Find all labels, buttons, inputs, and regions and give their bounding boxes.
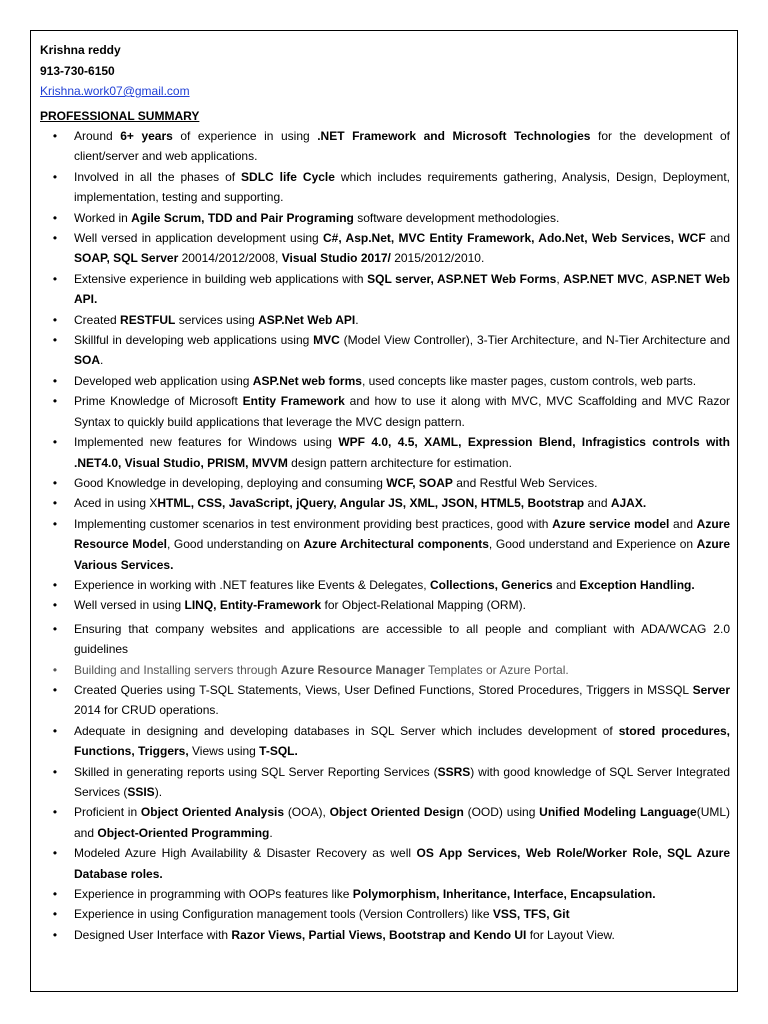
bold-text: Exception Handling. <box>579 577 695 592</box>
bold-text: Agile Scrum, TDD and Pair Programing <box>131 210 354 225</box>
list-item <box>40 843 730 884</box>
text: , <box>643 271 651 286</box>
text: Created Queries using T-SQL Statements, Views, User Defined Functions, Stored Procedures, Triggers in MSSQL <box>74 682 693 697</box>
list-item <box>40 473 730 493</box>
contact-header <box>40 40 190 102</box>
text: Adequate in designing and developing databases in SQL Server which includes development of <box>74 723 619 738</box>
bold-text: SOA <box>74 353 101 368</box>
list-item <box>40 228 730 269</box>
bold-text: Collections, Generics <box>429 577 553 592</box>
bold-text: Azure Various Services. <box>74 537 730 572</box>
list-item <box>40 884 730 904</box>
bold-text: C#, Asp.Net, MVC Entity Framework, Ado.Net, Web Services, WCF <box>323 231 706 246</box>
text: Experience in programming with OOPs features like <box>74 887 353 902</box>
bullet-icon: • <box>52 271 58 286</box>
text: Well versed in using <box>74 598 185 613</box>
text: Well versed in application development using <box>74 231 324 246</box>
bold-text: .NET Framework and Microsoft Technologies <box>317 129 591 143</box>
list-item <box>40 167 730 208</box>
list-item <box>40 391 730 432</box>
text: services using <box>175 312 259 327</box>
list-item <box>40 371 730 391</box>
text: (OOA), <box>284 805 330 820</box>
list-item <box>40 330 730 371</box>
text: and <box>584 496 611 511</box>
list-item <box>40 208 730 228</box>
text: for Object-Relational Mapping (ORM). <box>321 598 526 613</box>
text: for Layout View. <box>526 927 615 942</box>
text: and <box>705 231 730 246</box>
bold-text: Azure Architectural components <box>303 537 489 552</box>
list-item <box>40 904 730 924</box>
list-item <box>40 595 730 615</box>
bullet-icon: • <box>52 475 58 490</box>
text: Designed User Interface with <box>74 927 232 942</box>
bullet-icon: • <box>52 662 58 677</box>
bold-text: ASP.Net web forms <box>252 373 362 388</box>
text: software development methodologies. <box>353 210 560 225</box>
text: Created <box>74 312 121 327</box>
bullet-icon: • <box>52 927 58 942</box>
bold-text: T-SQL. <box>259 744 298 759</box>
list-item <box>40 514 730 575</box>
bullet-icon: • <box>52 129 58 143</box>
bold-text: RESTFUL <box>120 312 176 327</box>
bullet-icon: • <box>52 496 58 511</box>
text: Involved in all the phases of <box>74 169 242 184</box>
text: Prime Knowledge of Microsoft <box>74 394 243 409</box>
bullet-icon: • <box>52 805 58 820</box>
bullet-icon: • <box>52 682 58 697</box>
text: Ensuring that company websites and applications are accessible to all people and compliant with ADA/WCAG 2.0 guidelines <box>74 621 730 657</box>
bold-text: Polymorphism, Inheritance, Interface, Encapsulation. <box>352 887 656 902</box>
bullet-icon: • <box>52 394 58 409</box>
bold-text: Unified Modeling Language <box>539 805 697 820</box>
bold-text: Azure Resource Manager <box>280 662 425 677</box>
list-item <box>40 925 730 945</box>
bold-text: MVC <box>313 333 340 348</box>
text: and Restful Web Services. <box>452 475 598 490</box>
text: . <box>269 825 273 840</box>
text: , Good understanding on <box>166 537 304 552</box>
text: ). <box>154 785 163 799</box>
text: which includes requirements gathering, Analysis, Design, Deployment, implementation, testing and supporting. <box>74 169 730 205</box>
bullet-icon: • <box>52 435 58 450</box>
text: for the development of client/server and web applications. <box>74 129 730 164</box>
bold-text: Object-Oriented Programming <box>97 825 270 840</box>
list-item <box>40 575 730 595</box>
bold-text: ASP.Net Web API <box>258 312 356 327</box>
bold-text: SSIS <box>127 785 155 799</box>
bullet-icon: • <box>52 210 58 225</box>
list-item <box>40 721 730 762</box>
bold-text: WCF, SOAP <box>386 475 453 490</box>
text: Experience in using Configuration management tools (Version Controllers) like <box>74 907 493 922</box>
text: (OOD) using <box>463 805 540 820</box>
bold-text: WPF 4.0, 4.5, XAML, Expression Blend, Infragistics controls with .NET4.0, Visual Studio, PRISM, MVVM <box>74 435 731 470</box>
bold-text: stored procedures, Functions, Triggers, <box>74 723 731 759</box>
bullet-icon: • <box>52 846 58 861</box>
bold-text: VSS, TFS, Git <box>492 907 570 922</box>
bullet-icon: • <box>52 621 58 636</box>
bullet-icon: • <box>52 764 58 779</box>
bold-text: Visual Studio 2017/ <box>281 251 391 266</box>
bullet-icon: • <box>52 312 58 327</box>
text: Implemented new features for Windows using <box>74 435 339 450</box>
bold-text: OS App Services, Web Role/Worker Role, SQL Azure Database roles. <box>74 846 730 881</box>
text: of experience in using <box>172 129 318 143</box>
text: Worked in <box>74 210 132 225</box>
text: Around <box>74 129 121 143</box>
summary-list <box>40 126 730 945</box>
list-item <box>40 619 730 660</box>
text: Proficient in <box>74 805 141 820</box>
text: Developed web application using <box>74 373 253 388</box>
text: Experience in working with .NET features like Events & Delegates, <box>74 577 430 592</box>
list-item <box>40 126 730 167</box>
list-item <box>40 269 730 310</box>
email-link[interactable]: Krishna.work07@gmail.com <box>40 84 190 98</box>
bold-text: SOAP, SQL Server <box>74 251 179 266</box>
text: and <box>669 516 697 531</box>
bold-text: Azure Resource Model <box>74 516 730 552</box>
bold-text: AJAX. <box>610 496 647 511</box>
bold-text: ASP.NET MVC <box>563 271 644 286</box>
bullet-icon: • <box>52 723 58 738</box>
text: Good Knowledge in developing, deploying and consuming <box>74 475 387 490</box>
text: Implementing customer scenarios in test environment providing best practices, good with <box>74 516 553 531</box>
text: , used concepts like master pages, custom controls, web parts. <box>361 373 697 388</box>
text: Templates or Azure Portal. <box>424 662 569 677</box>
bold-text: Entity Framework <box>242 394 345 409</box>
text: Extensive experience in building web applications with <box>74 271 368 286</box>
bullet-icon: • <box>52 373 58 388</box>
text: , Good understand and Experience on <box>488 537 697 552</box>
list-item <box>40 762 730 803</box>
bullet-icon: • <box>52 169 58 184</box>
phone-number: 913-730-6150 <box>40 63 115 78</box>
bold-text: SQL server, ASP.NET Web Forms <box>367 271 557 286</box>
text: 2015/2012/2010. <box>390 251 485 266</box>
bold-text: Razor Views, Partial Views, Bootstrap and Kendo UI <box>231 927 527 942</box>
bold-text: HTML, CSS, JavaScript, jQuery, Angular JS, XML, JSON, HTML5, Bootstrap <box>157 496 585 511</box>
resume-page <box>30 30 738 992</box>
bullet-icon: • <box>52 231 58 246</box>
text: and how to use it along with MVC, MVC Scaffolding and MVC Razor Syntax to quickly build applications that leverage the MVC design pattern. <box>74 394 730 429</box>
bold-text: SDLC life Cycle <box>241 169 335 184</box>
text: (Model View Controller), 3-Tier Architecture, and N-Tier Architecture and <box>339 333 730 348</box>
text: Modeled Azure High Availability & Disaster Recovery as well <box>74 846 417 861</box>
bold-text: Object Oriented Design <box>329 805 464 820</box>
list-item <box>40 493 730 513</box>
bold-text: LINQ, Entity-Framework <box>184 598 322 613</box>
text: Skilled in generating reports using SQL Server Reporting Services ( <box>74 764 438 779</box>
text: design pattern architecture for estimation. <box>287 455 512 470</box>
bold-text: ASP.NET Web API. <box>74 271 730 307</box>
text: 20014/2012/2008, <box>178 251 282 266</box>
text: . <box>355 312 359 327</box>
text: 2014 for CRUD operations. <box>74 703 219 718</box>
text: . <box>100 353 104 368</box>
bold-text: 6+ years <box>120 129 173 143</box>
text: and <box>552 577 580 592</box>
bullet-icon: • <box>52 516 58 531</box>
text: Views using <box>188 744 260 759</box>
list-item <box>40 802 730 843</box>
bold-text: SSRS <box>437 764 471 779</box>
bullet-icon: • <box>52 598 58 613</box>
text: ) with good knowledge of SQL Server Integrated Services ( <box>74 764 730 799</box>
section-title-professional-summary: PROFESSIONAL SUMMARY <box>40 109 200 123</box>
list-item <box>40 660 730 680</box>
bold-text: Object Oriented Analysis <box>140 805 285 820</box>
bullet-icon: • <box>52 333 58 348</box>
text: , <box>556 271 564 286</box>
list-item <box>40 310 730 330</box>
bold-text: Server <box>692 682 730 697</box>
text: Skillful in developing web applications using <box>74 333 314 348</box>
candidate-name: Krishna reddy <box>40 43 121 57</box>
text: (UML) and <box>74 805 731 840</box>
bold-text: Azure service model <box>552 516 670 531</box>
bullet-icon: • <box>52 907 58 922</box>
bullet-icon: • <box>52 577 58 592</box>
list-item <box>40 432 730 473</box>
text: Aced in using X <box>74 496 158 511</box>
bullet-icon: • <box>52 887 58 902</box>
text: Building and Installing servers through <box>74 662 281 677</box>
list-item <box>40 680 730 721</box>
